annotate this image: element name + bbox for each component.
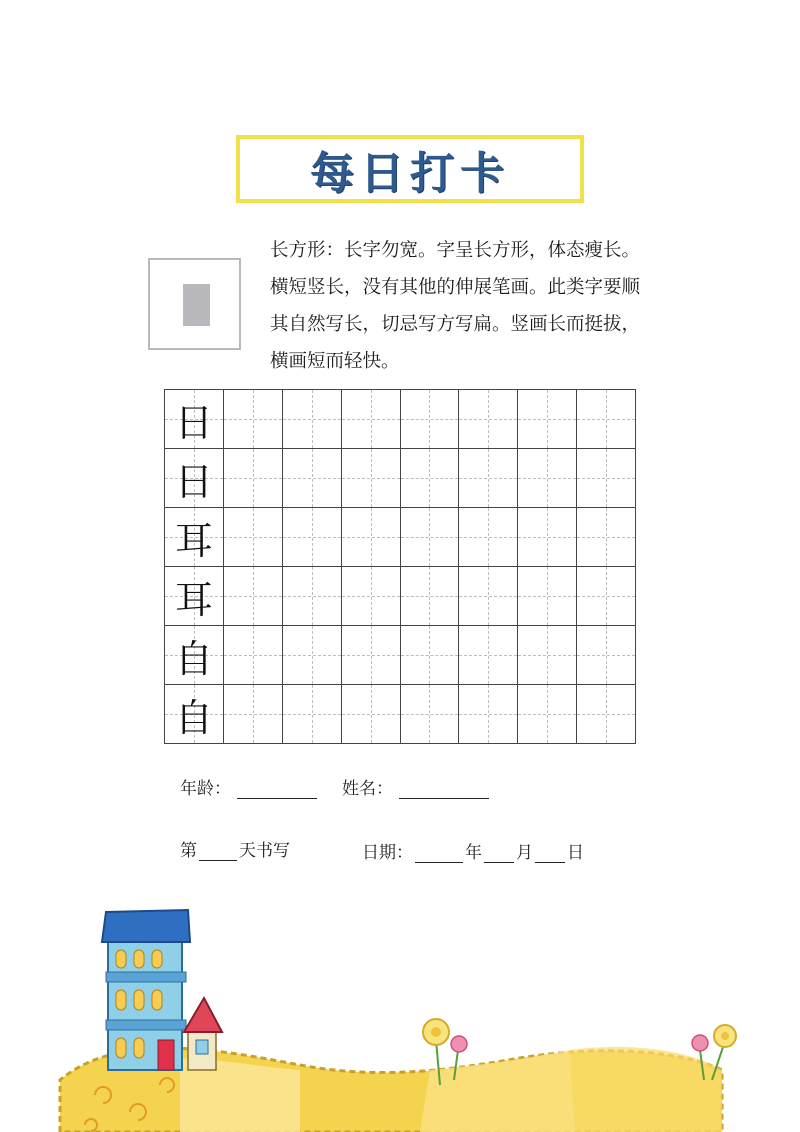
practice-row [165,508,636,567]
practice-grid-table [164,389,636,744]
guide-line-vertical [488,626,489,684]
practice-cell[interactable] [282,685,341,744]
practice-cell[interactable] [518,626,577,685]
guide-line-vertical [547,449,548,507]
age-field [180,774,317,799]
model-character: 耳 [174,518,213,563]
day-blank[interactable] [535,844,565,863]
rule-description: 长方形：长字勿宽。字呈长方形，体态瘦长。横短竖长，没有其他的伸展笔画。此类字要顺其自然写长，切忌写方写扁。竖画长而挺拔，横画短而轻快。 [270,240,641,372]
practice-cell[interactable] [400,390,459,449]
model-character: 自 [174,695,213,740]
age-blank[interactable] [237,780,317,799]
practice-cell[interactable] [223,685,282,744]
date-label: 日期： [362,843,413,863]
guide-line-vertical [429,626,430,684]
model-character: 日 [174,400,213,445]
name-label: 姓名： [342,779,393,799]
month-label: 月 [516,843,533,863]
model-character-cell [165,567,224,626]
practice-cell[interactable] [341,626,400,685]
guide-line-vertical [312,626,313,684]
year-blank[interactable] [415,844,463,863]
practice-cell[interactable] [282,449,341,508]
practice-cell[interactable] [282,508,341,567]
guide-line-vertical [606,449,607,507]
practice-cell[interactable] [282,626,341,685]
practice-cell[interactable] [577,567,636,626]
guide-line-vertical [488,567,489,625]
practice-row [165,449,636,508]
guide-line-vertical [371,449,372,507]
practice-row [165,685,636,744]
guide-line-vertical [488,508,489,566]
practice-cell[interactable] [223,449,282,508]
practice-cell[interactable] [577,449,636,508]
model-character-cell [165,626,224,685]
practice-cell[interactable] [400,685,459,744]
model-character-cell [165,390,224,449]
practice-row [165,626,636,685]
practice-row [165,390,636,449]
hill-patch-right [570,1047,722,1132]
month-blank[interactable] [484,844,514,863]
example-character-box [148,258,241,350]
guide-line-vertical [371,390,372,448]
guide-line-vertical [429,567,430,625]
guide-line-vertical [371,626,372,684]
practice-cell[interactable] [341,449,400,508]
name-field [342,774,489,799]
model-character: 日 [174,459,213,504]
practice-cell[interactable] [282,567,341,626]
practice-cell[interactable] [400,567,459,626]
guide-line-vertical [488,685,489,743]
guide-line-vertical [312,685,313,743]
practice-cell[interactable] [577,626,636,685]
practice-cell[interactable] [577,685,636,744]
practice-cell[interactable] [223,390,282,449]
guide-line-vertical [253,390,254,448]
date-field [362,838,584,863]
model-character-cell [165,685,224,744]
practice-cell[interactable] [341,508,400,567]
practice-cell[interactable] [518,449,577,508]
title-banner [236,135,584,203]
practice-row [165,567,636,626]
model-character-cell [165,508,224,567]
practice-cell[interactable] [400,508,459,567]
practice-cell[interactable] [223,508,282,567]
guide-line-vertical [547,685,548,743]
practice-cell[interactable] [459,567,518,626]
guide-line-vertical [429,685,430,743]
hill-patch [420,1050,575,1132]
practice-cell[interactable] [400,626,459,685]
guide-line-vertical [488,390,489,448]
practice-cell[interactable] [459,449,518,508]
guide-line-vertical [253,567,254,625]
small-house-icon [184,998,222,1070]
practice-cell[interactable] [341,567,400,626]
guide-line-vertical [371,685,372,743]
practice-cell[interactable] [400,449,459,508]
practice-cell[interactable] [459,508,518,567]
practice-cell[interactable] [577,508,636,567]
guide-line-vertical [547,390,548,448]
day-suffix: 天书写 [239,841,290,861]
practice-cell[interactable] [341,685,400,744]
model-character: 自 [174,636,213,681]
guide-line-vertical [488,449,489,507]
model-character-cell [165,449,224,508]
day-count-field [180,836,290,861]
practice-cell[interactable] [518,508,577,567]
guide-line-vertical [606,567,607,625]
page-title: 每日打卡 [310,148,510,199]
decorative-village-illustration [0,880,800,1132]
guide-line-vertical [606,685,607,743]
day-prefix: 第 [180,841,197,861]
guide-line-vertical [253,685,254,743]
guide-line-vertical [312,449,313,507]
guide-line-vertical [253,508,254,566]
day-label: 日 [567,843,584,863]
practice-cell[interactable] [282,390,341,449]
practice-cell[interactable] [341,390,400,449]
guide-line-vertical [547,508,548,566]
guide-line-vertical [371,567,372,625]
tall-house-icon [102,910,190,1070]
practice-cell[interactable] [518,567,577,626]
rectangle-shape-icon [183,284,210,326]
practice-cell[interactable] [459,685,518,744]
practice-grid [164,389,636,743]
guide-line-vertical [253,449,254,507]
practice-cell[interactable] [223,567,282,626]
guide-line-vertical [312,567,313,625]
guide-line-vertical [606,508,607,566]
guide-line-vertical [606,390,607,448]
guide-line-vertical [312,508,313,566]
name-blank[interactable] [399,780,489,799]
guide-line-vertical [312,390,313,448]
guide-line-vertical [547,626,548,684]
guide-line-vertical [429,390,430,448]
guide-line-vertical [606,626,607,684]
practice-cell[interactable] [223,626,282,685]
practice-cell[interactable] [459,390,518,449]
model-character: 耳 [174,577,213,622]
age-label: 年龄： [180,779,231,799]
guide-line-vertical [429,449,430,507]
guide-line-vertical [371,508,372,566]
day-count-blank[interactable] [199,842,237,861]
practice-cell[interactable] [577,390,636,449]
guide-line-vertical [429,508,430,566]
guide-line-vertical [547,567,548,625]
practice-cell[interactable] [459,626,518,685]
year-label: 年 [465,843,482,863]
guide-line-vertical [253,626,254,684]
practice-cell[interactable] [518,390,577,449]
practice-cell[interactable] [518,685,577,744]
